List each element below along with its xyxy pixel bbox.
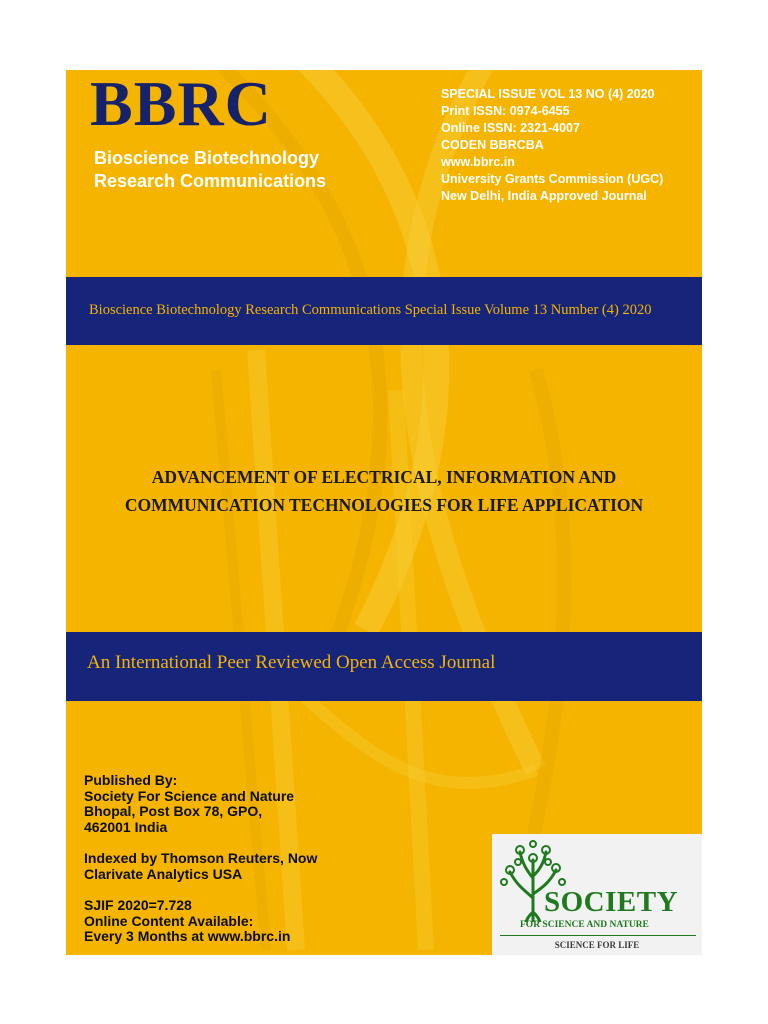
publisher-info [84,773,317,945]
bbrc-logo: BBRC [90,70,272,139]
issue-label: SPECIAL ISSUE VOL 13 NO (4) 2020 [441,87,655,101]
coden: CODEN BBRCBA [441,138,544,152]
website: www.bbrc.in [441,155,515,169]
issue-band-text: Bioscience Biotechnology Research Communications Special Issue Volume 13 Number (4) 2020 [89,302,652,318]
publisher-line: Published By: [84,772,178,788]
publisher-line: 462001 India [84,818,168,835]
availability-line: Every 3 Months at www.bbrc.in [84,928,291,944]
print-issn: Print ISSN: 0974-6455 [441,104,570,118]
tagline-text: An International Peer Reviewed Open Access Journal [87,652,496,673]
title-line: ADVANCEMENT OF ELECTRICAL, INFORMATION AND [151,467,617,487]
issue-band [66,277,702,345]
society-subtitle: FOR SCIENCE AND NATURE [520,920,649,930]
publisher-line: Society For Science and Nature [84,787,295,804]
society-logo [492,834,702,955]
tagline-band [66,632,702,701]
ugc-line: University Grants Commission (UGC) [441,172,664,186]
sjif-line: SJIF 2020=7.728 [84,897,192,913]
online-issn: Online ISSN: 2321-4007 [441,121,580,135]
society-tagline: SCIENCE FOR LIFE [554,940,640,950]
society-divider [500,935,696,936]
indexing-line: Indexed by Thomson Reuters, Now [84,850,318,866]
journal-metadata [441,86,663,205]
publisher-line: Bhopal, Post Box 78, GPO, [84,803,263,819]
journal-name-line: Research Communications [94,171,327,191]
journal-name [94,147,326,193]
ugc-approval-line: New Delhi, India Approved Journal [441,189,647,203]
title-line: COMMUNICATION TECHNOLOGIES FOR LIFE APPLICATION [124,495,644,515]
society-wordmark: SOCIETY [544,886,679,918]
special-issue-title [66,463,702,519]
indexing-line: Clarivate Analytics USA [84,865,243,882]
journal-cover [66,70,702,955]
availability-line: Online Content Available: [84,912,254,929]
journal-name-line: Bioscience Biotechnology [94,148,320,168]
